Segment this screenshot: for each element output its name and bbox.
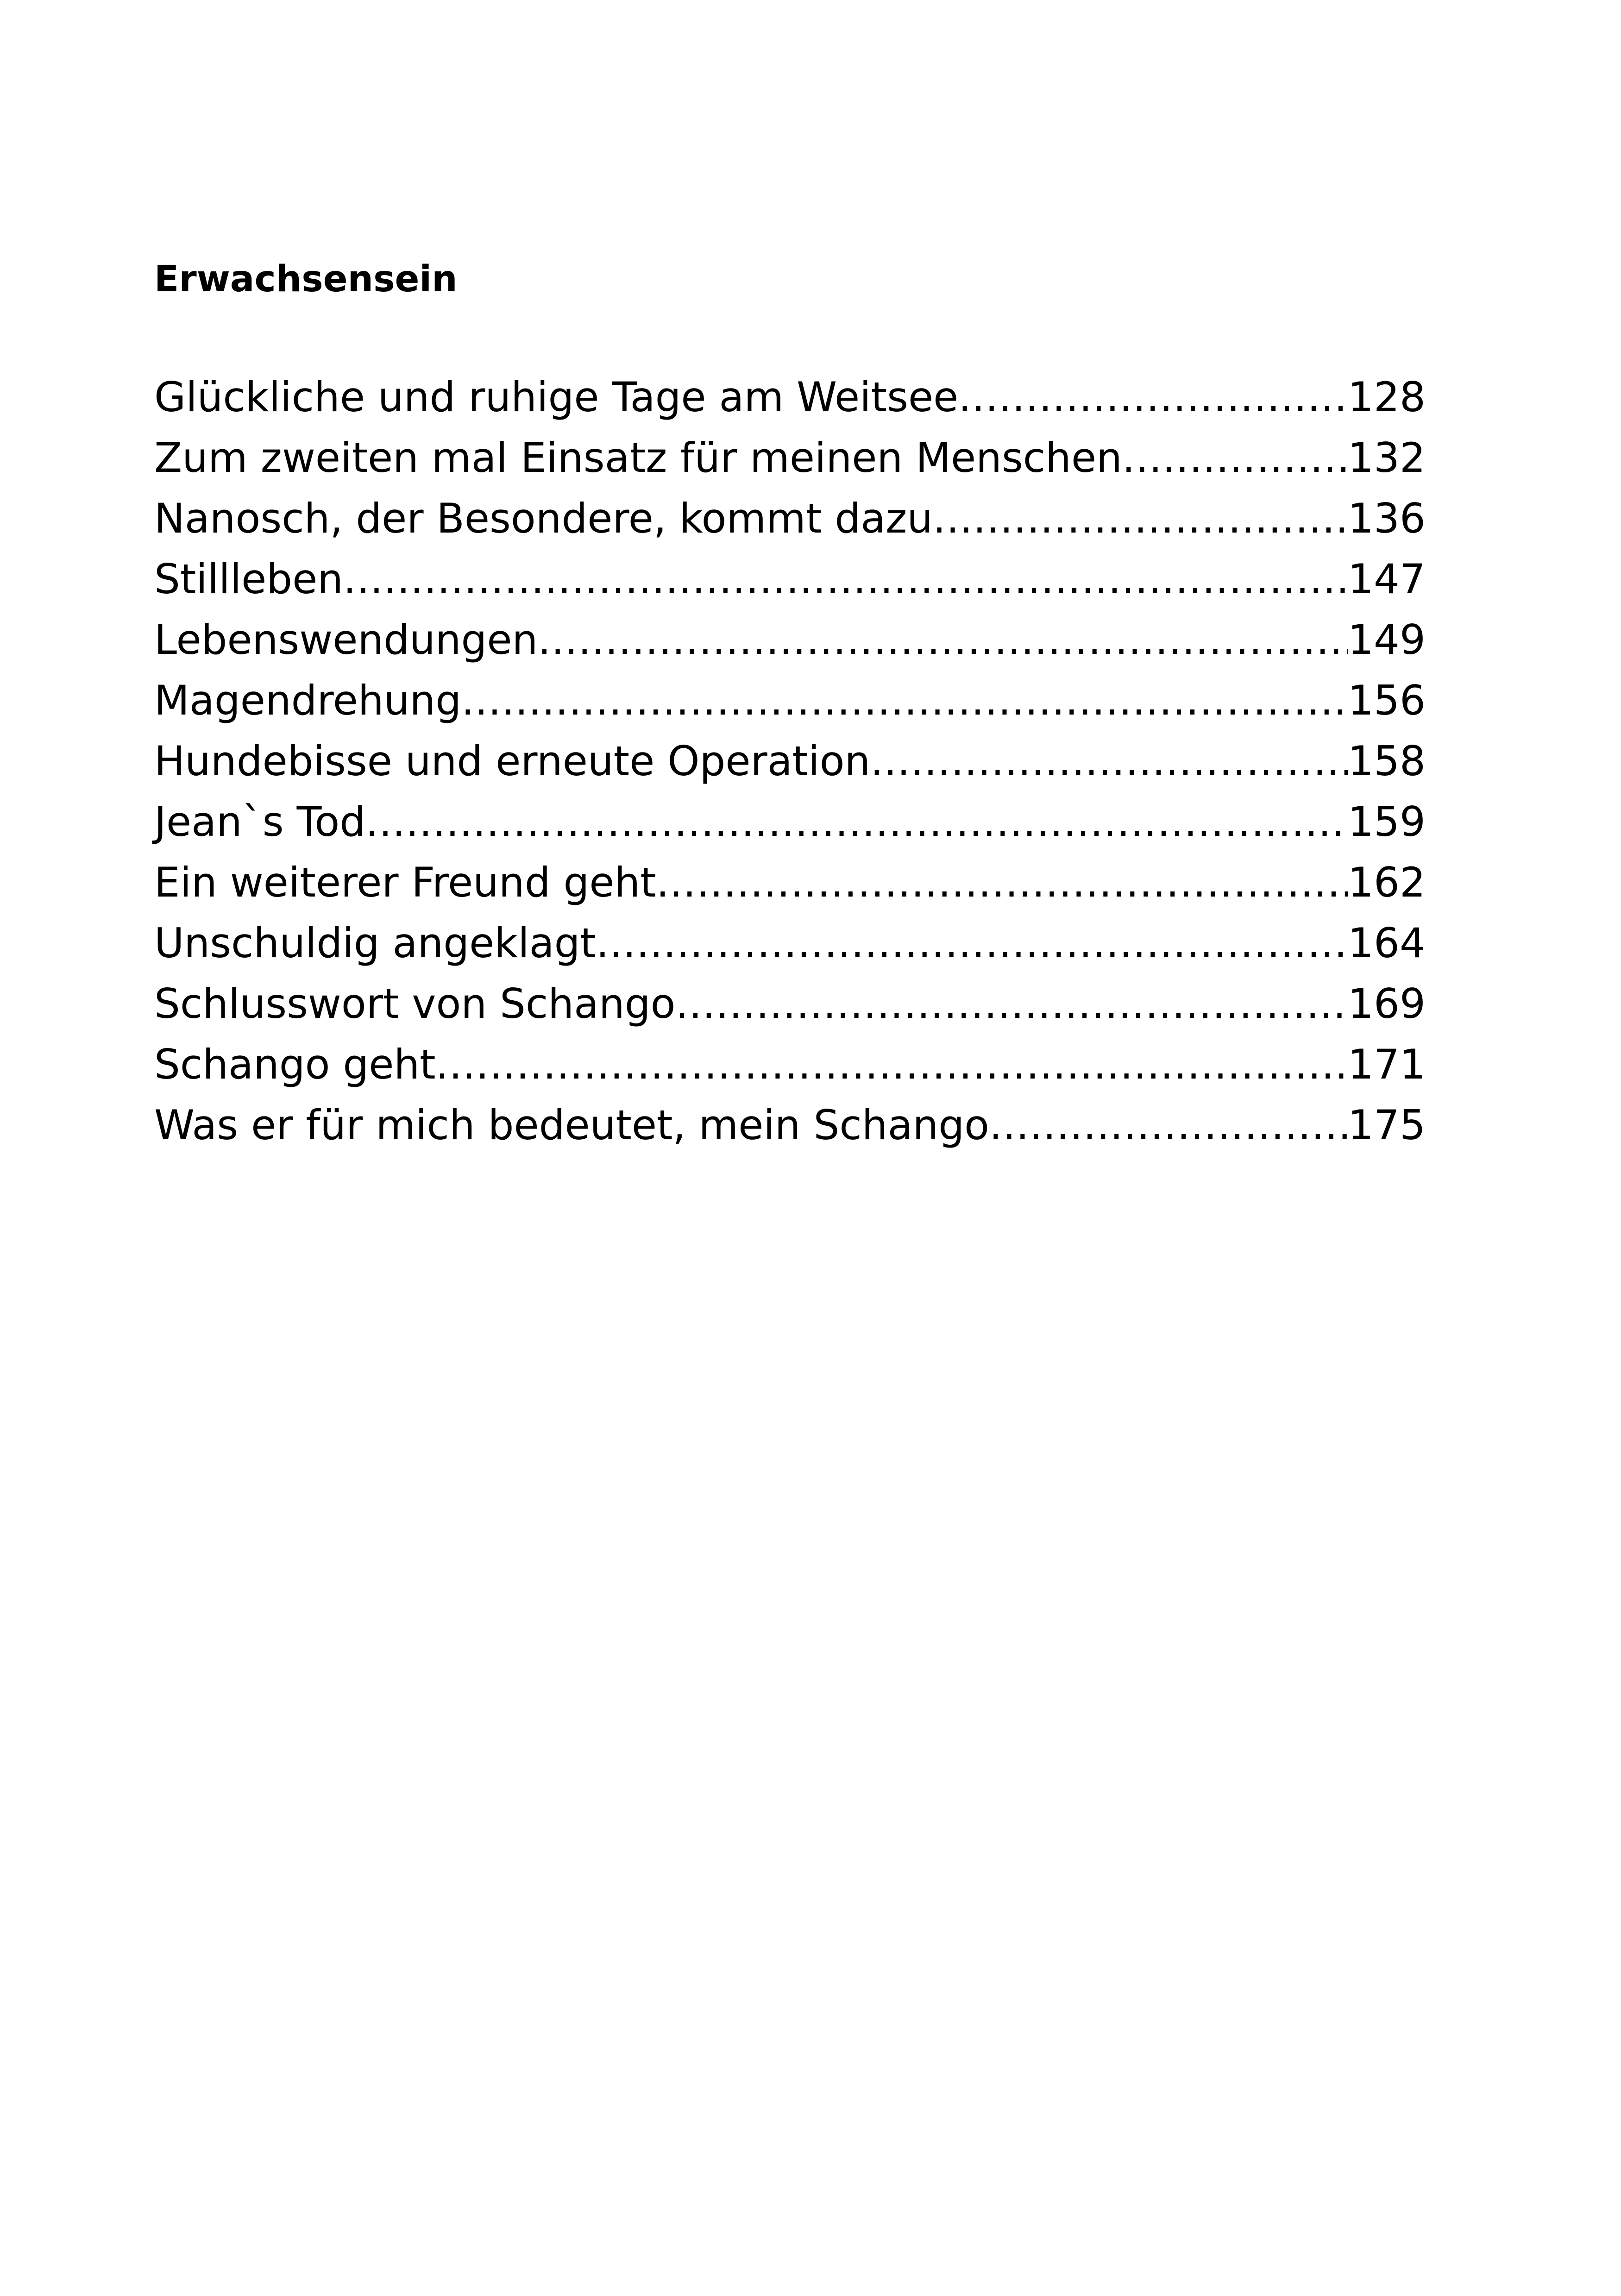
toc-entry-title: Stillleben — [154, 555, 344, 603]
toc-entry-page: 149 — [1348, 616, 1426, 664]
toc-entry — [154, 1034, 1426, 1095]
dot-leader — [870, 731, 1348, 791]
dot-leader — [989, 1095, 1348, 1155]
dot-leader — [365, 791, 1348, 852]
toc-entry — [154, 488, 1426, 549]
dot-leader — [1122, 427, 1348, 488]
toc-entry — [154, 670, 1426, 731]
toc-entry-page: 175 — [1348, 1101, 1426, 1149]
toc-entry-title: Unschuldig angeklagt — [154, 919, 596, 967]
toc-entry-page: 147 — [1348, 555, 1426, 603]
toc-entry-title: Magendrehung — [154, 677, 462, 724]
toc-entry — [154, 791, 1426, 852]
toc-entry-title: Schlusswort von Schango — [154, 980, 676, 1028]
toc-entry — [154, 731, 1426, 791]
table-of-contents — [154, 367, 1426, 1155]
toc-entry — [154, 913, 1426, 973]
toc-entry-page: 171 — [1348, 1041, 1426, 1088]
toc-entry — [154, 427, 1426, 488]
toc-entry — [154, 973, 1426, 1034]
toc-entry-page: 164 — [1348, 919, 1426, 967]
dot-leader — [675, 973, 1348, 1034]
toc-entry-title: Jean`s Tod — [154, 798, 366, 846]
dot-leader — [343, 549, 1348, 609]
toc-entry — [154, 852, 1426, 913]
toc-entry-page: 159 — [1348, 798, 1426, 846]
dot-leader — [538, 609, 1348, 670]
toc-entry-title: Hundebisse und erneute Operation — [154, 737, 871, 785]
toc-entry-title: Ein weiterer Freund geht — [154, 859, 656, 906]
toc-entry-page: 162 — [1348, 859, 1426, 906]
toc-entry-page: 156 — [1348, 677, 1426, 724]
toc-entry-title: Glückliche und ruhige Tage am Weitsee — [154, 373, 959, 421]
dot-leader — [933, 488, 1348, 549]
toc-entry-page: 132 — [1348, 434, 1426, 482]
toc-entry-title: Was er für mich bedeutet, mein Schango — [154, 1101, 989, 1149]
toc-entry-title: Zum zweiten mal Einsatz für meinen Menschen — [154, 434, 1122, 482]
section-heading: Erwachsensein — [154, 258, 458, 300]
toc-entry — [154, 549, 1426, 609]
toc-entry-page: 136 — [1348, 495, 1426, 542]
dot-leader — [656, 852, 1348, 913]
toc-entry — [154, 367, 1426, 427]
dot-leader — [461, 670, 1348, 731]
toc-entry-page: 169 — [1348, 980, 1426, 1028]
toc-entry-title: Schango geht — [154, 1041, 436, 1088]
dot-leader — [958, 367, 1348, 427]
dot-leader — [596, 913, 1348, 973]
toc-entry-title: Nanosch, der Besondere, kommt dazu — [154, 495, 933, 542]
toc-entry-page: 128 — [1348, 373, 1426, 421]
toc-entry — [154, 609, 1426, 670]
dot-leader — [436, 1034, 1348, 1095]
toc-entry — [154, 1095, 1426, 1155]
toc-entry-title: Lebenswendungen — [154, 616, 538, 664]
toc-entry-page: 158 — [1348, 737, 1426, 785]
